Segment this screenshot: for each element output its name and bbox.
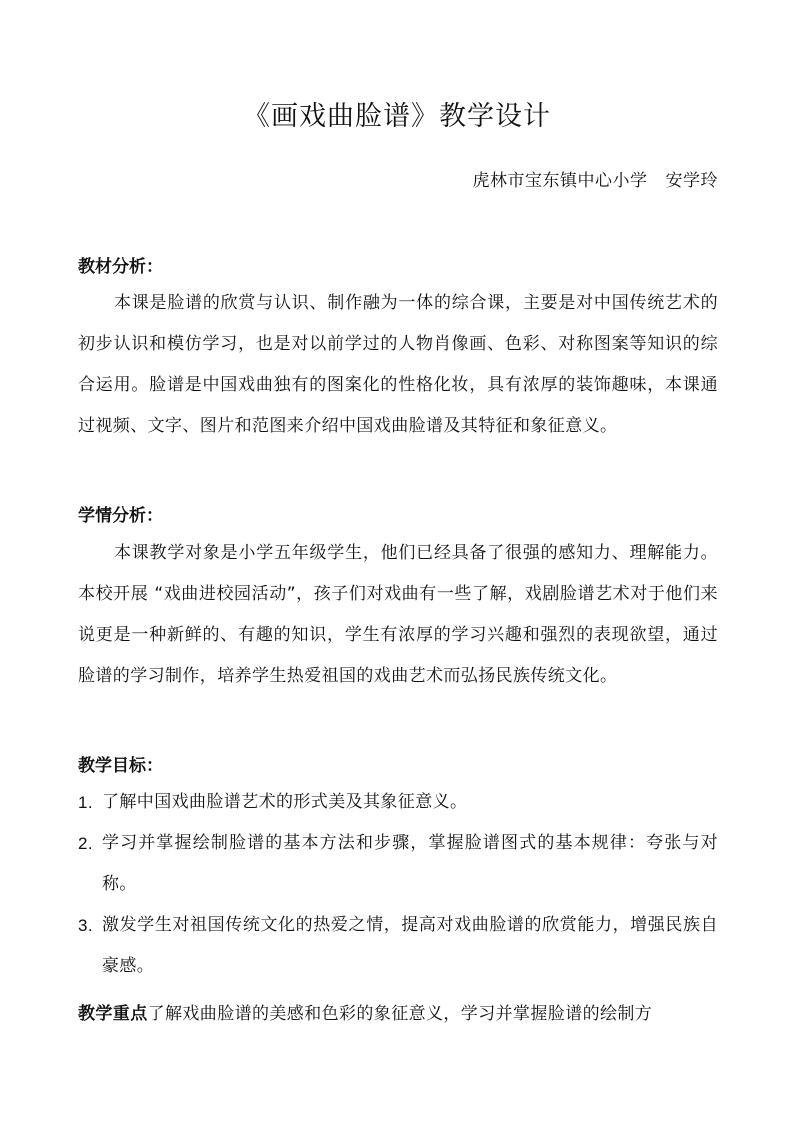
goal-item-2 [78,823,718,905]
author-school: 虎林市宝东镇中心小学 [472,171,648,191]
goal-item-1 [78,782,718,823]
students-paragraph: 本课教学对象是小学五年级学生，他们已经具备了很强的感知力、理解能力。本校开展 “戏曲进校园活动”，孩子们对戏曲有一些了解，戏剧脸谱艺术对于他们来说更是一种新鲜的、有趣的知识，学生有浓厚的学习兴趣和强烈的表现欲望，通过脸谱的学习制作，培养学生热爱祖国的戏曲艺术而弘扬民族传统文化。 [78,543,718,686]
goals-heading: 教学目标： [78,756,163,776]
goal-item-3 [78,905,718,987]
material-paragraph: 本课是脸谱的欣赏与认识、制作融为一体的综合课，主要是对中国传统艺术的初步认识和模仿学习，也是对以前学过的人物肖像画、色彩、对称图案等知识的综合运用。脸谱是中国戏曲独有的图案化的性格化妆，具有浓厚的装饰趣味，本课通过视频、文字、图片和范图来介绍中国戏曲脸谱及其特征和象征意义。 [78,293,718,436]
goal-number: 2. [78,834,93,853]
goal-number: 1. [78,793,93,812]
goal-text: 了解中国戏曲脸谱艺术的形式美及其象征意义。 [102,792,468,812]
goals-list [78,782,718,987]
focus-heading: 教学重点 [78,1004,148,1024]
goal-text: 学习并掌握绘制脸谱的基本方法和步骤，掌握脸谱图式的基本规律：夸张与对称。 [102,833,718,894]
material-heading: 教材分析： [78,257,163,277]
focus-line [78,994,738,1035]
focus-text: 了解戏曲脸谱的美感和色彩的象征意义，学习并掌握脸谱的绘制方 [147,1004,653,1024]
author-line [473,166,719,191]
goal-text: 激发学生对祖国传统文化的热爱之情，提高对戏曲脸谱的欣赏能力，增强民族自豪感。 [102,915,718,976]
students-heading: 学情分析： [78,506,163,526]
document-title: 《画戏曲脸谱》教学设计 [243,101,551,132]
goal-number: 3. [78,916,93,935]
author-name: 安学玲 [665,171,718,191]
